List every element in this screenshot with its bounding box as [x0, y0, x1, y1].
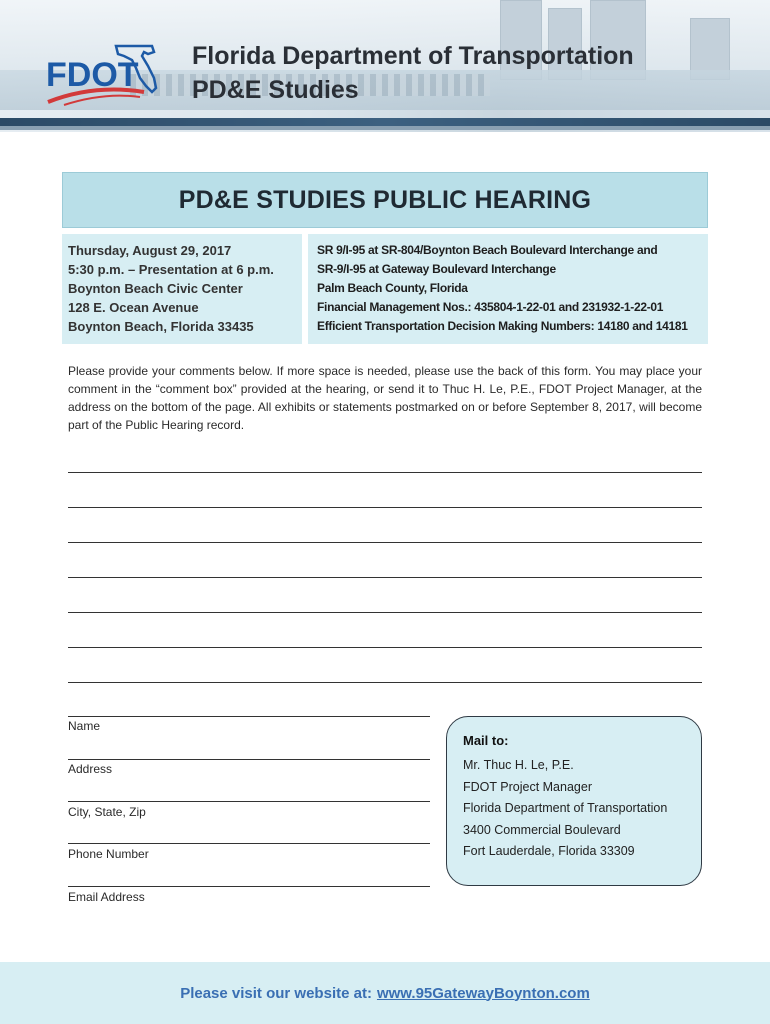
phone-field[interactable]	[68, 843, 430, 844]
email-field[interactable]	[68, 886, 430, 887]
mail-to-street: 3400 Commercial Boulevard	[463, 822, 621, 837]
mail-to-title: FDOT Project Manager	[463, 779, 592, 794]
project-county: Palm Beach County, Florida	[317, 281, 468, 295]
header-title-line2: PD&E Studies	[192, 76, 359, 104]
fdot-logo	[44, 42, 164, 108]
address-label: Address	[68, 762, 113, 776]
etdm-numbers: Efficient Transportation Decision Making Numbers: 14180 and 14181	[317, 319, 688, 333]
project-details	[308, 234, 708, 344]
footer-banner	[0, 962, 770, 1024]
comment-line[interactable]	[68, 612, 702, 613]
hearing-time: 5:30 p.m. – Presentation at 6 p.m.	[68, 262, 274, 277]
mail-to-box	[446, 716, 702, 886]
banner-stripe-thin	[0, 126, 770, 130]
comment-line[interactable]	[68, 682, 702, 683]
hearing-title: PD&E STUDIES PUBLIC HEARING	[62, 172, 708, 228]
hearing-date: Thursday, August 29, 2017	[68, 243, 232, 258]
project-line: SR 9/I-95 at SR-804/Boynton Beach Boulevard Interchange and	[317, 243, 658, 257]
banner-stripe	[0, 118, 770, 126]
hearing-street: 128 E. Ocean Avenue	[68, 300, 199, 315]
hearing-details	[62, 234, 302, 344]
logo-text: FDOT	[46, 56, 139, 94]
comment-line[interactable]	[68, 542, 702, 543]
comment-line[interactable]	[68, 507, 702, 508]
mail-to-city: Fort Lauderdale, Florida 33309	[463, 844, 635, 858]
address-field[interactable]	[68, 759, 430, 760]
mail-to-organization: Florida Department of Transportation	[463, 801, 668, 815]
hearing-venue: Boynton Beach Civic Center	[68, 281, 243, 296]
comment-line[interactable]	[68, 647, 702, 648]
financial-management-numbers: Financial Management Nos.: 435804-1-22-01 and 231932-1-22-01	[317, 300, 664, 314]
project-line: SR-9/I-95 at Gateway Boulevard Interchange	[317, 262, 556, 276]
city-state-zip-label: City, State, Zip	[68, 805, 146, 819]
footer-text: Please visit our website at:	[180, 984, 372, 1002]
phone-label: Phone Number	[68, 847, 149, 861]
website-link[interactable]: www.95GatewayBoynton.com	[376, 984, 590, 1002]
mail-to-label: Mail to:	[463, 733, 509, 748]
name-label: Name	[68, 719, 101, 733]
mail-to-recipient: Mr. Thuc H. Le, P.E.	[463, 758, 574, 772]
header-title-line1: Florida Department of Transportation	[192, 42, 634, 70]
comment-line[interactable]	[68, 472, 702, 473]
hearing-city: Boynton Beach, Florida 33435	[68, 319, 254, 334]
instructions-paragraph: Please provide your comments below. If more space is needed, please use the back of this form. You may place your comment in the “comment box” provided at the hearing, or send it to Thuc H. Le, P.E., FDOT Project Manager, at the address on the bottom of the page. All exhibits or statements postmarked on or before September 8, 2017, will become part of the Public Hearing record.	[68, 364, 702, 432]
city-state-zip-field[interactable]	[68, 801, 430, 802]
comment-line[interactable]	[68, 577, 702, 578]
header-banner	[0, 0, 770, 132]
email-label: Email Address	[68, 890, 145, 904]
name-field[interactable]	[68, 716, 430, 717]
